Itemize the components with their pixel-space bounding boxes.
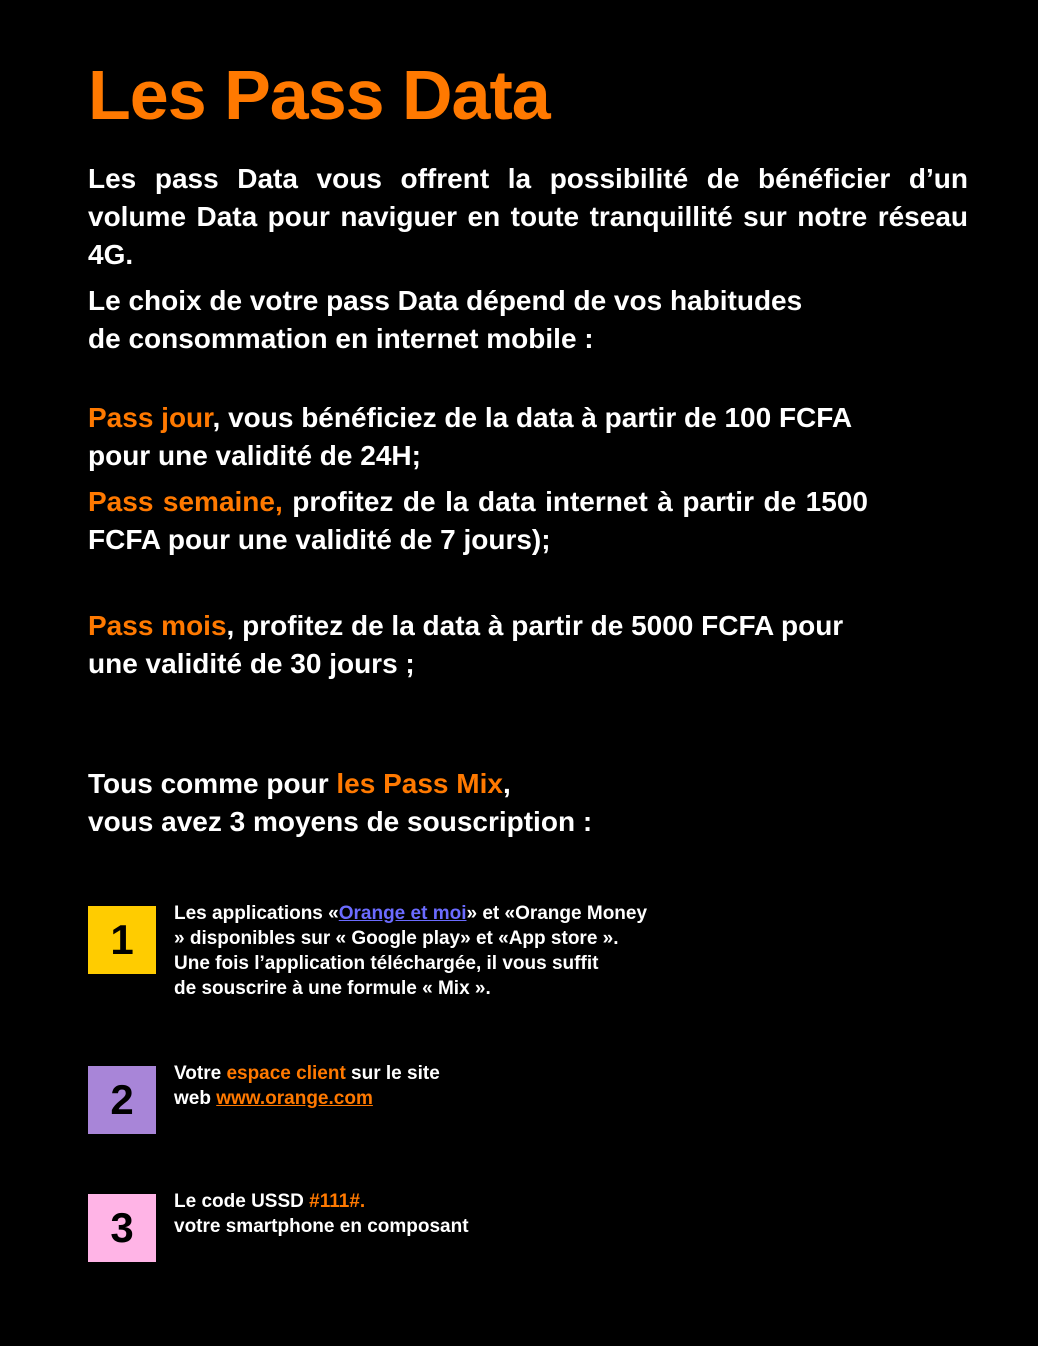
- step-2-line-2-prefix: web: [174, 1088, 217, 1109]
- pass-mix-highlight: les Pass Mix: [336, 768, 503, 799]
- page-title: Les Pass Data: [88, 56, 550, 134]
- subscription-paragraph: [88, 765, 968, 841]
- pass-semaine-label: Pass semaine,: [88, 486, 283, 517]
- step-2-text: [174, 1061, 734, 1111]
- step-1-text-end: » et «Orange Money: [466, 903, 648, 924]
- step-2-text-start: Votre: [174, 1063, 227, 1084]
- step-1-line-3: Une fois l’application téléchargée, il vous suffit: [174, 953, 599, 974]
- step-1: [88, 903, 734, 1001]
- step-2: [88, 1063, 734, 1134]
- espace-client-highlight: espace client: [226, 1063, 346, 1084]
- pass-mois-line-1: , profitez de la data à partir de 5000 FCFA pour: [226, 610, 844, 641]
- step-3-text-start: Le code USSD: [174, 1191, 310, 1212]
- choice-paragraph: [88, 282, 968, 358]
- step-2-badge: 2: [88, 1066, 156, 1134]
- pass-mois-paragraph: [88, 607, 968, 683]
- pass-jour-paragraph: [88, 399, 968, 475]
- step-3-line-2: votre smartphone en composant: [174, 1216, 469, 1237]
- choice-line-2: de consommation en internet mobile :: [88, 323, 594, 354]
- step-1-line-4: de souscrire à une formule « Mix ».: [174, 978, 491, 999]
- step-3-badge: 3: [88, 1194, 156, 1262]
- step-1-text-start: Les applications «: [174, 903, 339, 924]
- pass-semaine-paragraph: [88, 483, 868, 559]
- subscription-suffix: ,: [502, 768, 511, 799]
- orange-et-moi-link[interactable]: Orange et moi: [338, 903, 467, 924]
- step-3-text: [174, 1189, 734, 1239]
- subscription-line-2: vous avez 3 moyens de souscription :: [88, 806, 593, 837]
- step-2-text-end: sur le site: [345, 1063, 440, 1084]
- step-1-text: [174, 901, 734, 1001]
- pass-jour-line-2: pour une validité de 24H;: [88, 440, 421, 471]
- intro-paragraph: Les pass Data vous offrent la possibilité de bénéficier d’un volume Data pour naviguer en toute tranquillité sur notre réseau 4G.: [88, 163, 968, 270]
- step-3: [88, 1191, 734, 1262]
- pass-semaine-text: profitez de la data internet à partir de 1500 FCFA pour une validité de 7 jours);: [88, 486, 868, 555]
- choice-line-1: Le choix de votre pass Data dépend de vos habitudes: [88, 285, 803, 316]
- pass-jour-label: Pass jour: [88, 402, 213, 433]
- step-1-badge: 1: [88, 906, 156, 974]
- orange-website-link[interactable]: www.orange.com: [216, 1088, 373, 1109]
- pass-jour-line-1: , vous bénéficiez de la data à partir de 100 FCFA: [212, 402, 853, 433]
- ussd-code-highlight: #111#.: [309, 1191, 366, 1212]
- step-1-line-2: » disponibles sur « Google play» et «App store ».: [174, 928, 619, 949]
- main-content: [88, 56, 968, 841]
- pass-mois-label: Pass mois: [88, 610, 227, 641]
- subscription-prefix: Tous comme pour: [88, 768, 337, 799]
- pass-mois-line-2: une validité de 30 jours ;: [88, 648, 415, 679]
